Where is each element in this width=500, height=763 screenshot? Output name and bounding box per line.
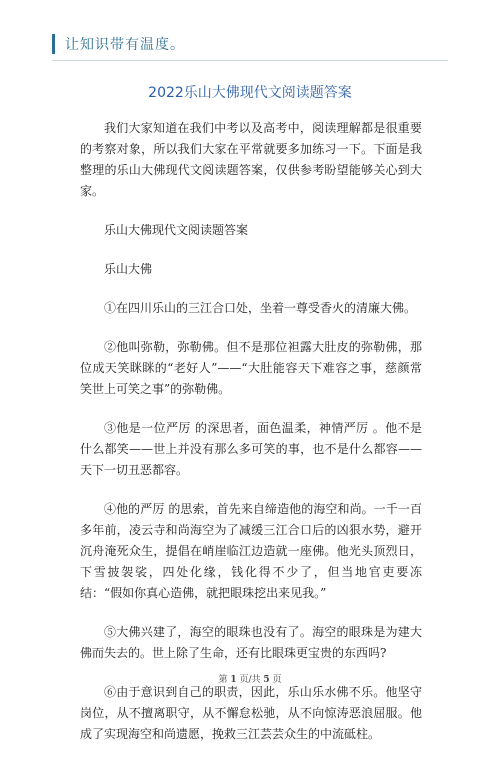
page-header [52, 34, 185, 54]
subtitle: 乐山大佛现代文阅读题答案 [104, 223, 249, 237]
page-footer [0, 672, 500, 685]
header-motto: 让知识带有温度。 [65, 37, 185, 53]
footer-suffix: 页 [272, 675, 282, 685]
footer-prefix: 第 [218, 675, 228, 685]
header-divider [52, 60, 448, 61]
paragraph-5: ⑤大佛兴建了，海空的眼珠也没有了。海空的眼珠是为建大佛而失去的。世上除了生命，还有比眼珠更宝贵的东西吗? [80, 625, 422, 660]
paragraph-1: ①在四川乐山的三江合口处，坐着一尊受香火的清廉大佛。 [104, 301, 417, 315]
footer-mid: 页/共 [239, 675, 261, 685]
paragraph-3: ③他是一位严厉 的深思者，面色温柔，神情严厉 。他不是什么都笑——世上并没有那么多可笑的事，也不是什么都容——天下一切丑恶都容。 [80, 421, 422, 477]
document-body [80, 118, 422, 763]
footer-total-pages: 5 [263, 675, 270, 685]
paragraph-2: ②他叫弥勒，弥勒佛。但不是那位袒露大肚皮的弥勒佛，那位成天笑眯眯的“老好人”——“大肚能容天下难容之事，慈颜常笑世上可笑之事”的弥勒佛。 [80, 340, 422, 396]
section-heading: 乐山大佛 [104, 262, 153, 276]
document-title: 2022乐山大佛现代文阅读题答案 [148, 85, 352, 101]
paragraph-6: ⑥由于意识到自己的职责，因此，乐山乐水佛不乐。他坚守岗位，从不擅离职守，从不懈怠松驰，从不向惊涛恶浪屈服。他成了实现海空和尚遗愿，挽救三江芸芸众生的中流砥柱。 [80, 685, 422, 741]
header-accent-bar [52, 34, 55, 54]
paragraph-4: ④他的严厉 的思索，首先来自缔造他的海空和尚。一千一百多年前，凌云寺和尚海空为了减缓三江合口后的凶狠水势，避开沉舟淹死众生，提倡在峭崖临江边造就一座佛。他光头顶烈日，下雪披袈裟，四处化缘，钱化得不少了，但当地官吏要冻结：“假如你真心造佛，就把眼珠挖出来见我。” [80, 502, 422, 600]
footer-page-number: 1 [230, 675, 237, 685]
intro-paragraph: 我们大家知道在我们中考以及高考中，阅读理解都是很重要的考察对象，所以我们大家在平常就要多加练习一下。下面是我整理的乐山大佛现代文阅读题答案，仅供参考盼望能够关心到大家。 [80, 121, 422, 198]
